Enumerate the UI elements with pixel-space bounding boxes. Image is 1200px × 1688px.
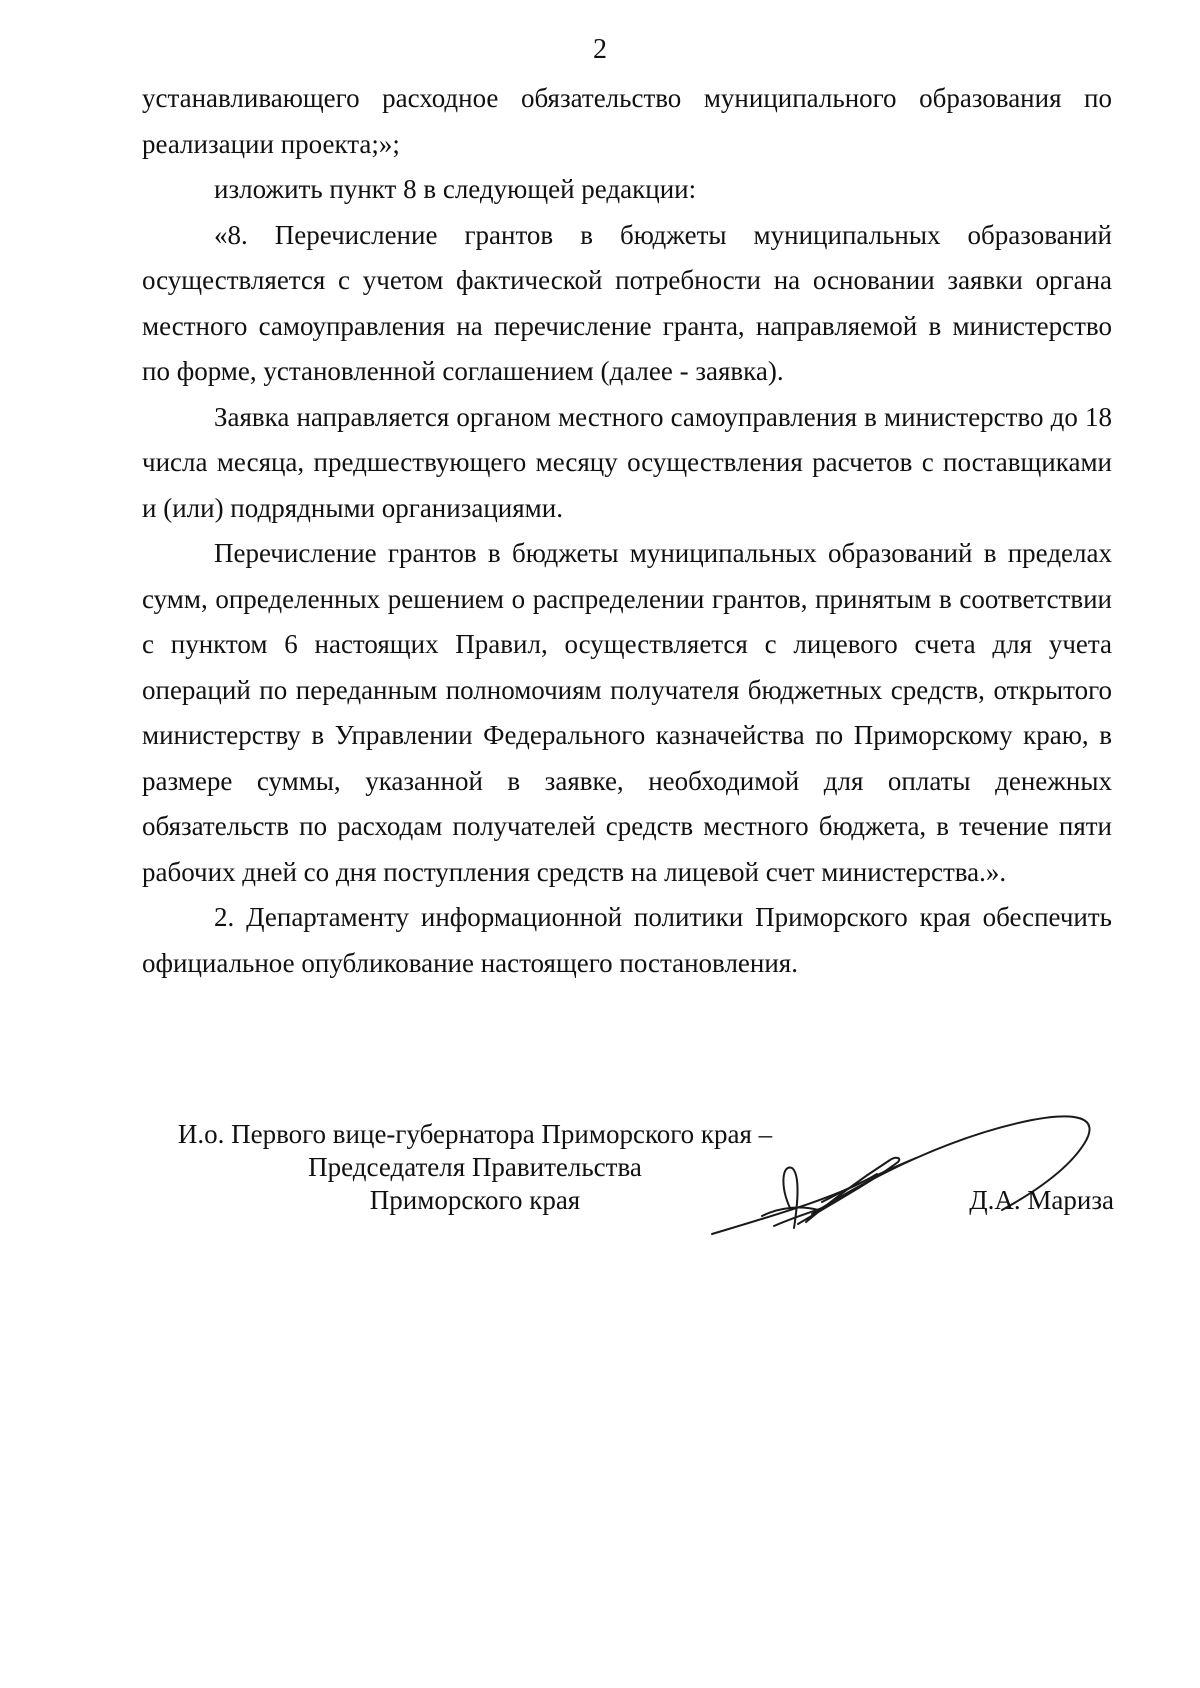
signatory-title-line-2: Председателя Правительства: [308, 1152, 642, 1182]
paragraph-amendment-intro: изложить пункт 8 в следующей редакции:: [214, 174, 697, 204]
paragraph-transfer: Перечисление грантов в бюджеты муниципальных образований в пределах сумм, определенных решением о распределении грантов, принятым в соответствии с пунктом 6 настоящих Правил, осуществляется с лицевого счета для учета операций по переданным полномочиям получателя бюджетных средств, открытого министерству в Управлении Федерального казначейства по Приморскому краю, в размере суммы, указанной в заявке, необходимой для оплаты денежных обязательств по расходам получателей средств местного бюджета, в течение пяти рабочих дней со дня поступления средств на лицевой счет министерства.».: [142, 538, 1112, 887]
document-body: [142, 76, 1112, 986]
signature-block: [142, 1118, 1112, 1238]
paragraph-continuation: устанавливающего расходное обязательство муниципального образования по реализации проекта;»;: [142, 83, 1112, 159]
paragraph-item-2: 2. Департаменту информационной политики Приморского края обеспечить официальное опубликование настоящего постановления.: [142, 902, 1112, 978]
signatory-name: Д.А. Мариза: [969, 1185, 1114, 1215]
handwritten-signature: [702, 1106, 1132, 1256]
paragraph-item-8: «8. Перечисление грантов в бюджеты муниципальных образований осуществляется с учетом фактической потребности на основании заявки органа местного самоуправления на перечисление гранта, направляемой в министерство по форме, установленной соглашением (далее - заявка).: [142, 219, 1112, 386]
paragraph-application: Заявка направляется органом местного самоуправления в министерство до 18 числа месяца, предшествующего месяцу осуществления расчетов с поставщиками и (или) подрядными организациями.: [142, 401, 1112, 523]
signatory-title-line-3: Приморского края: [369, 1185, 581, 1215]
page-number: 2: [593, 34, 607, 65]
signatory-title-line-1: И.о. Первого вице-губернатора Приморского края –: [177, 1119, 773, 1149]
